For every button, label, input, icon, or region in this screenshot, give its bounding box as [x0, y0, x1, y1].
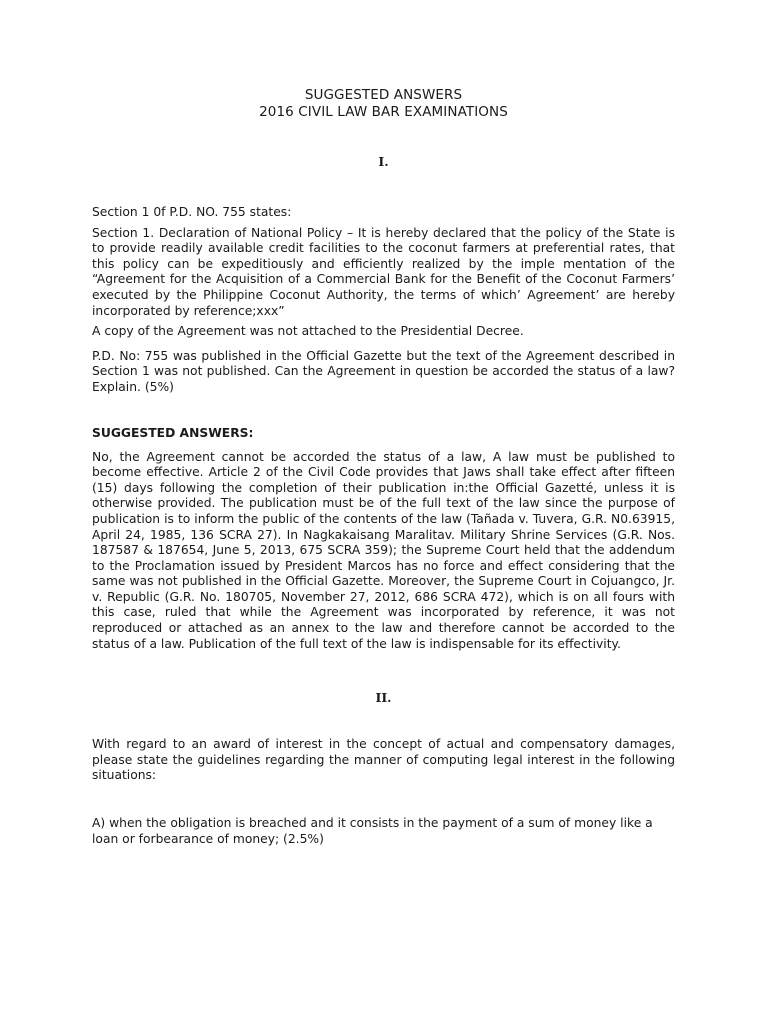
section-1-question: P.D. No: 755 was published in the Official Gazette but the text of the Agreement described in Section 1 was not published. Can the Agreement in question be accorded the status of a law? Explain. (5%)	[92, 348, 675, 394]
section-2-question: With regard to an award of interest in the concept of actual and compensatory damages, please state the guidelines regarding the manner of computing legal interest in the following situations:	[92, 737, 675, 783]
section-2-item-a: A) when the obligation is breached and it consists in the payment of a sum of money like a loan or forbearance of money; (2.5%)	[92, 816, 653, 846]
section-2-number: II.	[375, 690, 392, 706]
section-1-intro: Section 1 0f P.D. NO. 755 states:	[92, 205, 292, 219]
section-1-fact: A copy of the Agreement was not attached to the Presidential Decree.	[92, 324, 524, 339]
section-1-number: I.	[378, 154, 389, 169]
suggested-answers-heading: SUGGESTED ANSWERS:	[92, 425, 254, 440]
section-1-answer: No, the Agreement cannot be accorded the status of a law, A law must be published to become effective. Article 2 of the Civil Code provides that Jaws shall take effect after fifteen (15) days following the completion of their publication in:the Official Gazetté, unless it is otherwise provided. The publication must be of the full text of the law since the purpose of publication is to inform the public of the contents of the law (Tañada v. Tuvera, G.R. N0.63915, April 24, 1985, 136 SCRA 27). In Nagkakaisang Maralitav. Military Shrine Services (G.R. Nos. 187587 & 187654, June 5, 2013, 675 SCRA 359); the Supreme Court held that the addendum to the Proclamation issued by President Marcos has no force and effect considering that the same was not published in the Official Gazette. Moreover, the Supreme Court in Cojuangco, Jr. v. Republic (G.R. No. 180705, November 27, 2012, 686 SCRA 472), which is on all fours with this case, ruled that while the Agreement was incorporated by reference, it was not reproduced or attached as an annex to the law and therefore cannot be accorded to the status of a law. Publication of the full text of the law is indispensable for its effectivity.	[92, 449, 675, 651]
document-page	[92, 87, 675, 847]
document-title-line-1: SUGGESTED ANSWERS	[304, 87, 463, 103]
document-title-line-2: 2016 CIVIL LAW BAR EXAMINATIONS	[259, 104, 508, 120]
section-1-quote: Section 1. Declaration of National Policy – It is hereby declared that the policy of the State is to provide readily available credit facilities to the coconut farmers at preferential rates, that this policy can be expeditiously and efficiently realized by the imple mentation of the “Agreement for the Acquisition of a Commercial Bank for the Benefit of the Coconut Farmers’ executed by the Philippine Coconut Authority, the terms of which’ Agreement’ are hereby incorporated by reference;xxx”	[92, 225, 675, 318]
